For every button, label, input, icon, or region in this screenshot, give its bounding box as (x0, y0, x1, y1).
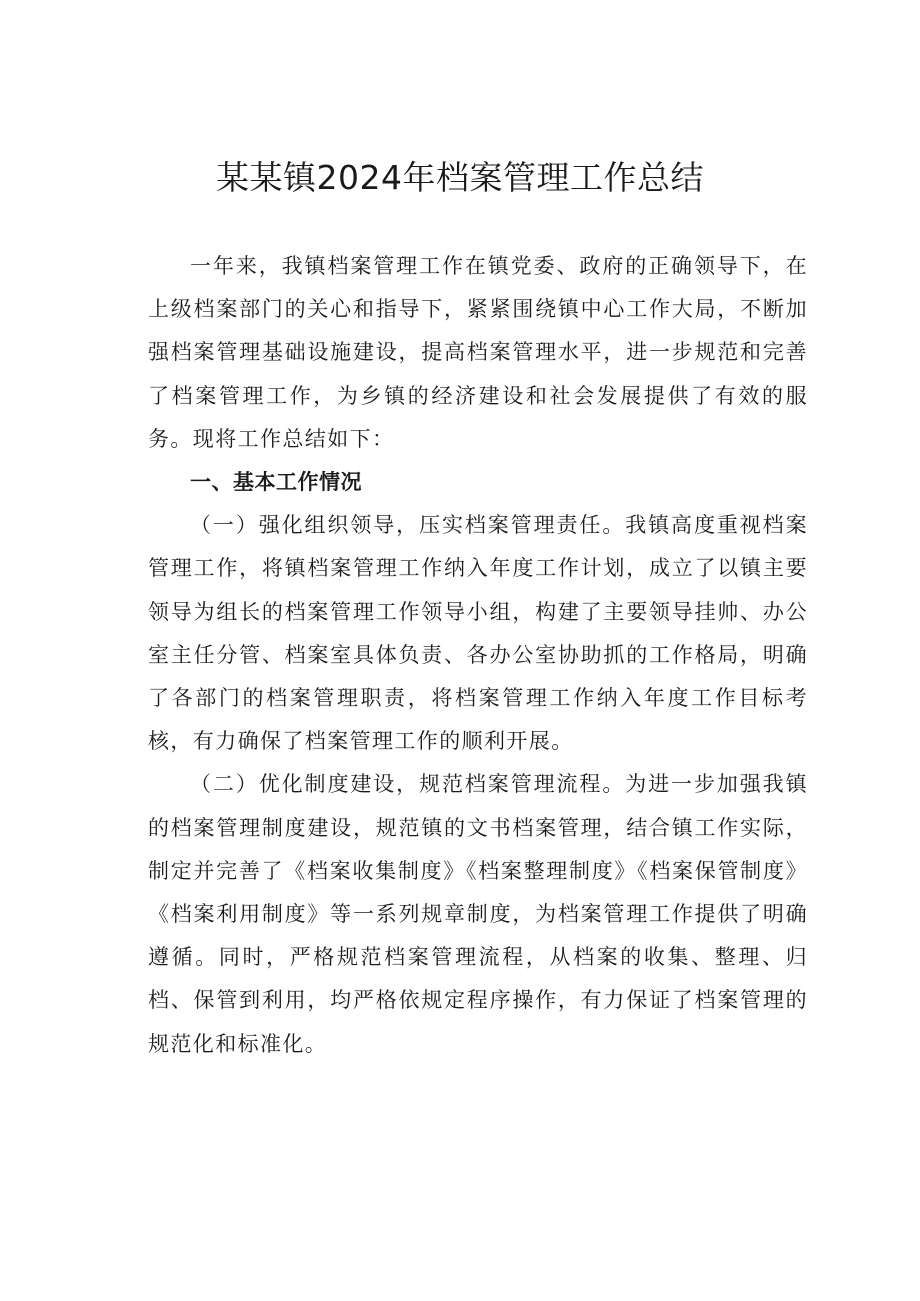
intro-paragraph: 一年来，我镇档案管理工作在镇党委、政府的正确领导下，在上级档案部门的关心和指导下，紧紧围绕镇中心工作大局，不断加强档案管理基础设施建设，提高档案管理水平，进一步规范和完善了档案管理工作，为乡镇的经济建设和社会发展提供了有效的服务。现将工作总结如下： (148, 254, 808, 451)
paragraph-system-building: （二）优化制度建设，规范档案管理流程。为进一步加强我镇的档案管理制度建设，规范镇的文书档案管理，结合镇工作实际，制定并完善了《档案收集制度》《档案整理制度》《档案保管制度》《档案利用制度》等一系列规章制度，为档案管理工作提供了明确遵循。同时，严格规范档案管理流程，从档案的收集、整理、归档、保管到利用，均严格依规定程序操作，有力保证了档案管理的规范化和标准化。 (148, 772, 808, 1056)
document-body (148, 245, 808, 1066)
document-title: 某某镇2024年档案管理工作总结 (216, 158, 704, 197)
paragraph-organization-leadership: （一）强化组织领导，压实档案管理责任。我镇高度重视档案管理工作，将镇档案管理工作纳入年度工作计划，成立了以镇主要领导为组长的档案管理工作领导小组，构建了主要领导挂帅、办公室主任分管、档案室具体负责、各办公室协助抓的工作格局，明确了各部门的档案管理职责，将档案管理工作纳入年度工作目标考核，有力确保了档案管理工作的顺利开展。 (148, 513, 808, 754)
section-heading: 一、基本工作情况 (190, 470, 362, 495)
